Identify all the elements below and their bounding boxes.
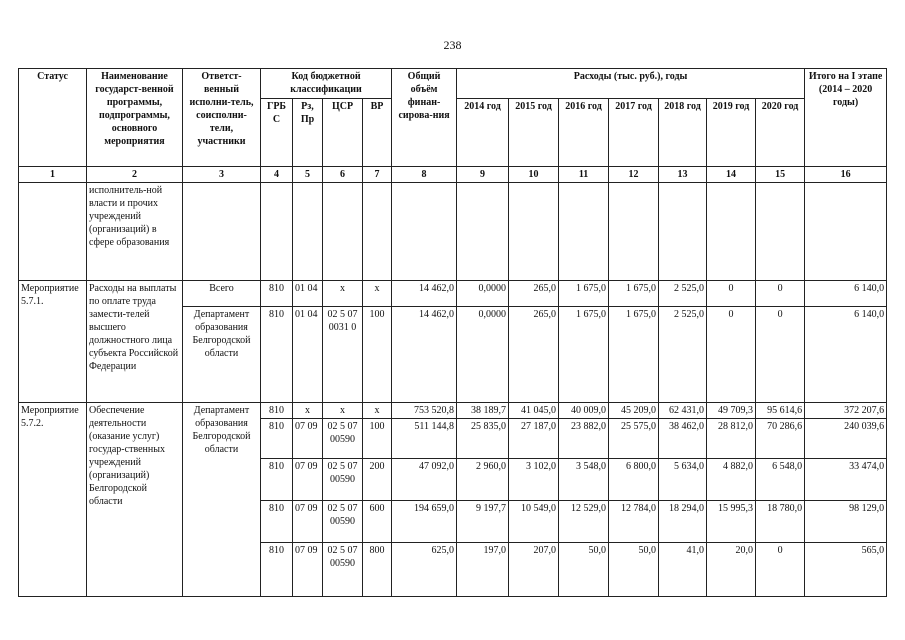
header-grbs: ГРБ С [261, 99, 293, 167]
itogo-cell: 6 140,0 [805, 281, 887, 307]
itogo-cell: 98 129,0 [805, 501, 887, 543]
itogo-cell: 372 207,6 [805, 403, 887, 419]
grbs-cell: 810 [261, 403, 293, 419]
col-number: 11 [559, 167, 609, 183]
year-cell: 0 [756, 281, 805, 307]
itogo-cell: 33 474,0 [805, 459, 887, 501]
year-cell: 5 634,0 [659, 459, 707, 501]
year-cell: 0 [756, 543, 805, 597]
csr-cell: 02 5 07 0031 0 [323, 307, 363, 403]
rzpr-cell: 07 09 [293, 459, 323, 501]
header-itogo: Итого на I этапе (2014 – 2020 годы) [805, 69, 887, 167]
rzpr-cell: 07 09 [293, 419, 323, 459]
year-cell: 41 045,0 [509, 403, 559, 419]
m571-status: Мероприятие 5.7.1. [19, 281, 87, 403]
col-number: 5 [293, 167, 323, 183]
grbs-cell: 810 [261, 459, 293, 501]
header-expenses: Расходы (тыс. руб.), годы [457, 69, 805, 99]
year-cell: 27 187,0 [509, 419, 559, 459]
header-csr: ЦСР [323, 99, 363, 167]
year-cell: 50,0 [609, 543, 659, 597]
total-cell: 47 092,0 [392, 459, 457, 501]
col-number: 2 [87, 167, 183, 183]
grbs-cell: 810 [261, 281, 293, 307]
column-number-row [19, 167, 887, 183]
year-cell: 0 [756, 307, 805, 403]
grbs-cell: 810 [261, 501, 293, 543]
col-number: 4 [261, 167, 293, 183]
col-number: 14 [707, 167, 756, 183]
csr-cell: 02 5 07 00590 [323, 501, 363, 543]
year-cell: 3 102,0 [509, 459, 559, 501]
year-cell: 6 800,0 [609, 459, 659, 501]
year-cell: 10 549,0 [509, 501, 559, 543]
rzpr-cell: 01 04 [293, 281, 323, 307]
header-year: 2015 год [509, 99, 559, 167]
col-number: 3 [183, 167, 261, 183]
header-rzpr: Рз, Пр [293, 99, 323, 167]
year-cell: 197,0 [457, 543, 509, 597]
empty-cell [805, 183, 887, 281]
year-cell: 50,0 [559, 543, 609, 597]
header-total-financing: Общий объём финан-сирова-ния [392, 69, 457, 167]
col-number: 7 [363, 167, 392, 183]
header-responsible: Ответст-венный исполни-тель, соисполни-тели, участники [183, 69, 261, 167]
empty-cell [19, 183, 87, 281]
year-cell: 49 709,3 [707, 403, 756, 419]
csr-cell: x [323, 281, 363, 307]
vr-cell: 800 [363, 543, 392, 597]
year-cell: 0 [707, 281, 756, 307]
year-cell: 38 462,0 [659, 419, 707, 459]
header-year: 2018 год [659, 99, 707, 167]
vr-cell: 200 [363, 459, 392, 501]
empty-cell [183, 183, 261, 281]
empty-cell [261, 183, 293, 281]
year-cell: 38 189,7 [457, 403, 509, 419]
year-cell: 1 675,0 [559, 307, 609, 403]
grbs-cell: 810 [261, 307, 293, 403]
col-number: 12 [609, 167, 659, 183]
page-number: 238 [443, 38, 462, 52]
m571-name: Расходы на выплаты по оплате труда замести-телей высшего должностного лица субъекта Российской Федерации [87, 281, 183, 403]
vr-cell: 600 [363, 501, 392, 543]
year-cell: 265,0 [509, 281, 559, 307]
continuation-row [19, 183, 887, 281]
header-year: 2020 год [756, 99, 805, 167]
total-cell: 14 462,0 [392, 307, 457, 403]
vr-cell: x [363, 281, 392, 307]
empty-cell [457, 183, 509, 281]
csr-cell: 02 5 07 00590 [323, 459, 363, 501]
year-cell: 45 209,0 [609, 403, 659, 419]
year-cell: 62 431,0 [659, 403, 707, 419]
header-row-1 [19, 69, 887, 99]
vr-cell: 100 [363, 419, 392, 459]
rzpr-cell: 01 04 [293, 307, 323, 403]
table-row [19, 403, 887, 419]
rzpr-cell: 07 09 [293, 543, 323, 597]
itogo-cell: 240 039,6 [805, 419, 887, 459]
col-number: 8 [392, 167, 457, 183]
year-cell: 4 882,0 [707, 459, 756, 501]
m572-resp: Департамент образования Белгородской области [183, 403, 261, 597]
year-cell: 41,0 [659, 543, 707, 597]
year-cell: 2 960,0 [457, 459, 509, 501]
header-budget-code: Код бюджетной классификации [261, 69, 392, 99]
year-cell: 23 882,0 [559, 419, 609, 459]
m572-name: Обеспечение деятельности (оказание услуг) государ-ственных учреждений (организаций) Белгородской области [87, 403, 183, 597]
empty-cell [392, 183, 457, 281]
year-cell: 1 675,0 [559, 281, 609, 307]
m572-status: Мероприятие 5.7.2. [19, 403, 87, 597]
empty-cell [559, 183, 609, 281]
empty-cell [609, 183, 659, 281]
empty-cell [293, 183, 323, 281]
year-cell: 6 548,0 [756, 459, 805, 501]
header-year: 2017 год [609, 99, 659, 167]
year-cell: 2 525,0 [659, 281, 707, 307]
year-cell: 3 548,0 [559, 459, 609, 501]
year-cell: 1 675,0 [609, 281, 659, 307]
m571-resp: Всего [183, 281, 261, 307]
empty-cell [363, 183, 392, 281]
empty-cell [659, 183, 707, 281]
header-status: Статус [19, 69, 87, 167]
col-number: 10 [509, 167, 559, 183]
col-number: 16 [805, 167, 887, 183]
year-cell: 207,0 [509, 543, 559, 597]
empty-cell [323, 183, 363, 281]
total-cell: 14 462,0 [392, 281, 457, 307]
header-vr: ВР [363, 99, 392, 167]
year-cell: 12 784,0 [609, 501, 659, 543]
year-cell: 40 009,0 [559, 403, 609, 419]
header-name: Наименование государст-венной программы, подпрограммы, основного мероприятия [87, 69, 183, 167]
year-cell: 1 675,0 [609, 307, 659, 403]
m571-resp: Департамент образования Белгородской области [183, 307, 261, 403]
header-year: 2019 год [707, 99, 756, 167]
total-cell: 194 659,0 [392, 501, 457, 543]
year-cell: 9 197,7 [457, 501, 509, 543]
year-cell: 20,0 [707, 543, 756, 597]
year-cell: 265,0 [509, 307, 559, 403]
year-cell: 70 286,6 [756, 419, 805, 459]
grbs-cell: 810 [261, 419, 293, 459]
csr-cell: 02 5 07 00590 [323, 419, 363, 459]
empty-cell [756, 183, 805, 281]
itogo-cell: 565,0 [805, 543, 887, 597]
year-cell: 0,0000 [457, 281, 509, 307]
col-number: 9 [457, 167, 509, 183]
col-number: 1 [19, 167, 87, 183]
year-cell: 2 525,0 [659, 307, 707, 403]
year-cell: 0 [707, 307, 756, 403]
col-number: 13 [659, 167, 707, 183]
empty-cell [707, 183, 756, 281]
year-cell: 25 575,0 [609, 419, 659, 459]
year-cell: 18 294,0 [659, 501, 707, 543]
col-number: 6 [323, 167, 363, 183]
header-year: 2016 год [559, 99, 609, 167]
table-row [19, 281, 887, 307]
vr-cell: x [363, 403, 392, 419]
vr-cell: 100 [363, 307, 392, 403]
budget-table [18, 68, 887, 597]
empty-cell [509, 183, 559, 281]
csr-cell: x [323, 403, 363, 419]
year-cell: 0,0000 [457, 307, 509, 403]
rzpr-cell: x [293, 403, 323, 419]
year-cell: 25 835,0 [457, 419, 509, 459]
total-cell: 511 144,8 [392, 419, 457, 459]
year-cell: 12 529,0 [559, 501, 609, 543]
year-cell: 95 614,6 [756, 403, 805, 419]
itogo-cell: 6 140,0 [805, 307, 887, 403]
total-cell: 625,0 [392, 543, 457, 597]
year-cell: 15 995,3 [707, 501, 756, 543]
year-cell: 18 780,0 [756, 501, 805, 543]
grbs-cell: 810 [261, 543, 293, 597]
rzpr-cell: 07 09 [293, 501, 323, 543]
csr-cell: 02 5 07 00590 [323, 543, 363, 597]
col-number: 15 [756, 167, 805, 183]
total-cell: 753 520,8 [392, 403, 457, 419]
year-cell: 28 812,0 [707, 419, 756, 459]
continuation-name: исполнитель-ной власти и прочих учреждений (организаций) в сфере образования [87, 183, 183, 281]
header-year: 2014 год [457, 99, 509, 167]
